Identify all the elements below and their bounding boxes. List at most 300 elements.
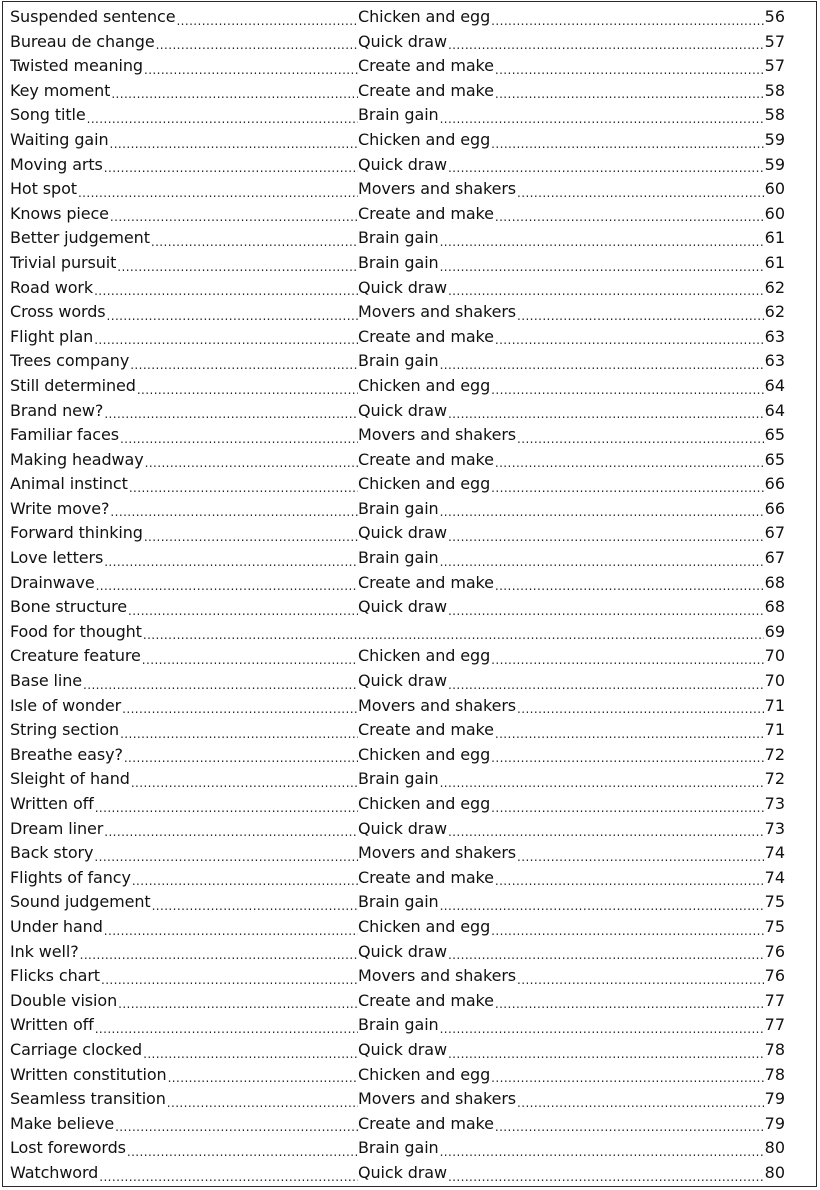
- dot-leader: [110, 503, 358, 521]
- toc-entry: [10, 1087, 785, 1112]
- toc-entry: [10, 374, 785, 399]
- toc-entry: [10, 1136, 785, 1161]
- entry-category: Quick draw: [358, 597, 447, 617]
- dot-leader: [448, 528, 764, 546]
- toc-entry: [10, 743, 785, 768]
- entry-category: Chicken and egg: [358, 375, 491, 395]
- dot-leader: [448, 602, 764, 620]
- toc-entry: [10, 940, 785, 965]
- entry-category-cell: [358, 374, 785, 399]
- entry-page-number: 65: [764, 425, 785, 445]
- toc-list: [10, 5, 785, 1186]
- entry-title-cell: [10, 620, 785, 645]
- entry-title-cell: [10, 521, 358, 546]
- dot-leader: [111, 85, 358, 103]
- dot-leader: [491, 135, 763, 153]
- entry-title-cell: [10, 546, 358, 571]
- dot-leader: [440, 258, 764, 276]
- dot-leader: [104, 823, 358, 841]
- dot-leader: [517, 307, 764, 325]
- entry-title-cell: [10, 5, 358, 30]
- entry-category: Create and make: [358, 1113, 494, 1133]
- dot-leader: [517, 848, 764, 866]
- entry-title-cell: [10, 177, 358, 202]
- entry-title: String section: [10, 720, 120, 740]
- entry-category: Quick draw: [358, 941, 447, 961]
- entry-title: Knows piece: [10, 203, 109, 223]
- toc-page: [2, 1, 817, 1187]
- entry-title-cell: [10, 767, 358, 792]
- toc-entry: [10, 103, 785, 128]
- entry-title: Love letters: [10, 548, 104, 568]
- entry-page-number: 68: [764, 597, 785, 617]
- entry-category: Movers and shakers: [358, 695, 517, 715]
- entry-category: Brain gain: [358, 769, 439, 789]
- dot-leader: [491, 12, 763, 30]
- entry-category-cell: [358, 792, 785, 817]
- entry-page-number: 78: [764, 1064, 785, 1084]
- dot-leader: [491, 381, 763, 399]
- entry-title-cell: [10, 817, 358, 842]
- entry-category-cell: [358, 128, 785, 153]
- dot-leader: [440, 897, 764, 915]
- entry-title-cell: [10, 128, 358, 153]
- toc-entry: [10, 5, 785, 30]
- entry-title-cell: [10, 743, 358, 768]
- entry-category-cell: [358, 1013, 785, 1038]
- entry-title-cell: [10, 153, 358, 178]
- dot-leader: [104, 159, 358, 177]
- entry-title-cell: [10, 792, 358, 817]
- entry-title: Cross words: [10, 302, 106, 322]
- entry-page-number: 63: [764, 326, 785, 346]
- dot-leader: [94, 848, 358, 866]
- entry-category: Quick draw: [358, 31, 447, 51]
- entry-page-number: 74: [764, 843, 785, 863]
- entry-page-number: 73: [764, 818, 785, 838]
- entry-title: Making headway: [10, 449, 144, 469]
- toc-entry: [10, 128, 785, 153]
- dot-leader: [145, 454, 358, 472]
- entry-category: Create and make: [358, 867, 494, 887]
- entry-category: Chicken and egg: [358, 916, 491, 936]
- entry-page-number: 61: [764, 228, 785, 248]
- entry-page-number: 75: [764, 892, 785, 912]
- entry-title-cell: [10, 1161, 358, 1186]
- entry-title-cell: [10, 30, 358, 55]
- dot-leader: [107, 307, 358, 325]
- dot-leader: [144, 528, 358, 546]
- entry-page-number: 70: [764, 646, 785, 666]
- entry-title-cell: [10, 276, 358, 301]
- entry-page-number: 73: [764, 794, 785, 813]
- entry-category: Movers and shakers: [358, 302, 517, 322]
- entry-category-cell: [358, 743, 785, 768]
- entry-page-number: 80: [764, 1162, 785, 1182]
- entry-category: Movers and shakers: [358, 1089, 517, 1109]
- toc-entry: [10, 251, 785, 276]
- entry-title: Written off: [10, 794, 94, 813]
- entry-category: Chicken and egg: [358, 129, 491, 149]
- entry-category-cell: [358, 423, 785, 448]
- dot-leader: [448, 36, 764, 54]
- entry-category-cell: [358, 472, 785, 497]
- entry-category-cell: [358, 571, 785, 596]
- dot-leader: [440, 503, 764, 521]
- entry-category-cell: [358, 1087, 785, 1112]
- entry-category: Chicken and egg: [358, 646, 491, 666]
- toc-entry: [10, 866, 785, 891]
- entry-page-number: 74: [764, 867, 785, 887]
- entry-category-cell: [358, 546, 785, 571]
- entry-title-cell: [10, 472, 358, 497]
- dot-leader: [495, 61, 764, 79]
- entry-category: Quick draw: [358, 1039, 447, 1059]
- entry-category-cell: [358, 54, 785, 79]
- entry-category: Create and make: [358, 572, 494, 592]
- toc-entry: [10, 841, 785, 866]
- entry-page-number: 77: [764, 1015, 785, 1035]
- dot-leader: [440, 1020, 764, 1038]
- dot-leader: [517, 430, 764, 448]
- entry-page-number: 79: [764, 1089, 785, 1109]
- entry-page-number: 62: [764, 302, 785, 322]
- entry-category-cell: [358, 1112, 785, 1137]
- entry-category: Chicken and egg: [358, 794, 491, 813]
- dot-leader: [448, 946, 764, 964]
- entry-page-number: 56: [764, 7, 785, 26]
- toc-entry: [10, 423, 785, 448]
- entry-category-cell: [358, 866, 785, 891]
- entry-category-cell: [358, 448, 785, 473]
- entry-title-cell: [10, 1013, 358, 1038]
- entry-category-cell: [358, 276, 785, 301]
- entry-category: Quick draw: [358, 1162, 447, 1182]
- entry-title-cell: [10, 1087, 358, 1112]
- entry-title-cell: [10, 300, 358, 325]
- entry-page-number: 65: [764, 449, 785, 469]
- dot-leader: [448, 823, 764, 841]
- dot-leader: [127, 1143, 358, 1161]
- toc-entry: [10, 989, 785, 1014]
- entry-page-number: 58: [764, 80, 785, 100]
- entry-category: Brain gain: [358, 498, 439, 518]
- dot-leader: [495, 1118, 764, 1136]
- dot-leader: [495, 577, 764, 595]
- entry-title: Drainwave: [10, 572, 95, 592]
- entry-page-number: 71: [764, 695, 785, 715]
- entry-title-cell: [10, 103, 358, 128]
- entry-category: Create and make: [358, 56, 494, 76]
- toc-entry: [10, 472, 785, 497]
- dot-leader: [80, 946, 358, 964]
- toc-entry: [10, 497, 785, 522]
- dot-leader: [152, 897, 358, 915]
- entry-title-cell: [10, 79, 358, 104]
- entry-category: Create and make: [358, 449, 494, 469]
- entry-title: Base line: [10, 671, 83, 691]
- entry-category-cell: [358, 399, 785, 424]
- entry-title: Twisted meaning: [10, 56, 143, 76]
- entry-page-number: 60: [764, 179, 785, 199]
- entry-page-number: 66: [764, 498, 785, 518]
- toc-entry: [10, 177, 785, 202]
- toc-entry: [10, 767, 785, 792]
- entry-category: Brain gain: [358, 1138, 439, 1158]
- entry-title: Trees company: [10, 351, 130, 371]
- entry-title-cell: [10, 989, 358, 1014]
- entry-title: Moving arts: [10, 154, 103, 174]
- entry-title: Bone structure: [10, 597, 128, 617]
- dot-leader: [104, 553, 358, 571]
- dot-leader: [495, 872, 764, 890]
- dot-leader: [448, 282, 764, 300]
- entry-category-cell: [358, 940, 785, 965]
- dot-leader: [495, 85, 764, 103]
- entry-title: Still determined: [10, 375, 136, 395]
- entry-page-number: 64: [764, 400, 785, 420]
- dot-leader: [87, 110, 358, 128]
- entry-category: Movers and shakers: [358, 843, 517, 863]
- dot-leader: [440, 356, 764, 374]
- entry-category-cell: [358, 202, 785, 227]
- entry-page-number: 78: [764, 1039, 785, 1059]
- entry-title: Isle of wonder: [10, 695, 122, 715]
- dot-leader: [495, 725, 764, 743]
- entry-category: Chicken and egg: [358, 474, 491, 494]
- dot-leader: [78, 184, 358, 202]
- entry-title-cell: [10, 694, 358, 719]
- entry-title: Food for thought: [10, 621, 142, 641]
- entry-category: Brain gain: [358, 892, 439, 912]
- entry-title-cell: [10, 399, 358, 424]
- toc-entry: [10, 276, 785, 301]
- entry-title: Dream liner: [10, 818, 104, 838]
- entry-title: Forward thinking: [10, 523, 143, 543]
- entry-title: Written off: [10, 1015, 94, 1035]
- dot-leader: [448, 159, 764, 177]
- entry-category-cell: [358, 251, 785, 276]
- entry-category: Create and make: [358, 80, 494, 100]
- entry-category-cell: [358, 644, 785, 669]
- entry-title-cell: [10, 423, 358, 448]
- entry-title-cell: [10, 718, 358, 743]
- entry-category-cell: [358, 817, 785, 842]
- entry-category-cell: [358, 497, 785, 522]
- entry-category-cell: [358, 300, 785, 325]
- toc-entry: [10, 1038, 785, 1063]
- dot-leader: [143, 626, 764, 644]
- entry-category: Quick draw: [358, 671, 447, 691]
- entry-category-cell: [358, 1063, 785, 1088]
- dot-leader: [95, 1020, 358, 1038]
- entry-title: Sound judgement: [10, 892, 151, 912]
- dot-leader: [448, 676, 764, 694]
- entry-title: Seamless transition: [10, 1089, 166, 1109]
- dot-leader: [491, 749, 763, 767]
- entry-title: Better judgement: [10, 228, 150, 248]
- toc-entry: [10, 669, 785, 694]
- entry-category-cell: [358, 989, 785, 1014]
- entry-page-number: 57: [764, 31, 785, 51]
- entry-title-cell: [10, 497, 358, 522]
- entry-page-number: 77: [764, 990, 785, 1010]
- dot-leader: [517, 700, 764, 718]
- entry-category-cell: [358, 1038, 785, 1063]
- dot-leader: [137, 381, 358, 399]
- entry-title-cell: [10, 448, 358, 473]
- entry-title-cell: [10, 964, 358, 989]
- entry-title: Flights of fancy: [10, 867, 131, 887]
- toc-entry: [10, 1112, 785, 1137]
- toc-entry: [10, 226, 785, 251]
- entry-category: Create and make: [358, 326, 494, 346]
- toc-entry: [10, 694, 785, 719]
- dot-leader: [120, 725, 358, 743]
- entry-page-number: 60: [764, 203, 785, 223]
- entry-title-cell: [10, 644, 358, 669]
- entry-page-number: 72: [764, 744, 785, 764]
- entry-title-cell: [10, 1112, 358, 1137]
- dot-leader: [495, 208, 764, 226]
- dot-leader: [104, 405, 358, 423]
- entry-page-number: 71: [764, 720, 785, 740]
- entry-page-number: 66: [764, 474, 785, 494]
- dot-leader: [128, 602, 358, 620]
- entry-category-cell: [358, 521, 785, 546]
- entry-title-cell: [10, 1063, 358, 1088]
- dot-leader: [176, 12, 358, 30]
- entry-title: Brand new?: [10, 400, 104, 420]
- toc-entry: [10, 521, 785, 546]
- dot-leader: [124, 749, 358, 767]
- entry-category: Movers and shakers: [358, 966, 517, 986]
- dot-leader: [448, 1168, 764, 1186]
- entry-category: Movers and shakers: [358, 179, 517, 199]
- entry-category: Brain gain: [358, 548, 439, 568]
- toc-entry: [10, 325, 785, 350]
- dot-leader: [491, 1069, 763, 1087]
- entry-page-number: 75: [764, 916, 785, 936]
- entry-title-cell: [10, 1038, 358, 1063]
- entry-category-cell: [358, 5, 785, 30]
- entry-title: Bureau de change: [10, 31, 155, 51]
- entry-title-cell: [10, 866, 358, 891]
- dot-leader: [448, 1045, 764, 1063]
- toc-entry: [10, 1161, 785, 1186]
- dot-leader: [143, 1045, 358, 1063]
- entry-category: Brain gain: [358, 351, 439, 371]
- dot-leader: [132, 872, 358, 890]
- entry-title: Watchword: [10, 1162, 99, 1182]
- dot-leader: [495, 454, 764, 472]
- entry-title: Creature feature: [10, 646, 141, 666]
- entry-title: Flight plan: [10, 326, 94, 346]
- entry-title: Make believe: [10, 1113, 115, 1133]
- entry-page-number: 68: [764, 572, 785, 592]
- entry-title: Ink well?: [10, 941, 79, 961]
- dot-leader: [120, 430, 358, 448]
- toc-entry: [10, 30, 785, 55]
- dot-leader: [99, 1168, 358, 1186]
- entry-page-number: 72: [764, 769, 785, 789]
- dot-leader: [491, 651, 763, 669]
- entry-category: Create and make: [358, 203, 494, 223]
- dot-leader: [167, 1094, 358, 1112]
- dot-leader: [517, 184, 764, 202]
- entry-category-cell: [358, 964, 785, 989]
- entry-title-cell: [10, 251, 358, 276]
- entry-page-number: 67: [764, 523, 785, 543]
- entry-page-number: 80: [764, 1138, 785, 1158]
- entry-title-cell: [10, 890, 358, 915]
- toc-entry: [10, 153, 785, 178]
- dot-leader: [142, 651, 358, 669]
- entry-category: Movers and shakers: [358, 425, 517, 445]
- entry-category: Quick draw: [358, 818, 447, 838]
- dot-leader: [122, 700, 358, 718]
- entry-title: Familiar faces: [10, 425, 119, 445]
- entry-title: Written constitution: [10, 1064, 167, 1084]
- entry-title: Trivial pursuit: [10, 252, 117, 272]
- dot-leader: [448, 405, 764, 423]
- toc-entry: [10, 915, 785, 940]
- dot-leader: [440, 1143, 764, 1161]
- entry-title-cell: [10, 940, 358, 965]
- entry-page-number: 67: [764, 548, 785, 568]
- toc-entry: [10, 448, 785, 473]
- entry-title-cell: [10, 841, 358, 866]
- entry-category: Brain gain: [358, 252, 439, 272]
- entry-title-cell: [10, 349, 358, 374]
- entry-category: Chicken and egg: [358, 744, 491, 764]
- entry-category-cell: [358, 718, 785, 743]
- entry-category: Quick draw: [358, 277, 447, 297]
- entry-page-number: 70: [764, 671, 785, 691]
- entry-category: Quick draw: [358, 154, 447, 174]
- dot-leader: [110, 208, 358, 226]
- entry-page-number: 64: [764, 375, 785, 395]
- entry-category: Create and make: [358, 990, 494, 1010]
- entry-title: Key moment: [10, 80, 111, 100]
- entry-category: Quick draw: [358, 523, 447, 543]
- entry-category-cell: [358, 325, 785, 350]
- dot-leader: [517, 971, 764, 989]
- entry-page-number: 76: [764, 941, 785, 961]
- entry-title: Write move?: [10, 498, 110, 518]
- entry-category-cell: [358, 669, 785, 694]
- dot-leader: [115, 1118, 358, 1136]
- dot-leader: [117, 258, 358, 276]
- entry-title: Flicks chart: [10, 966, 100, 986]
- dot-leader: [129, 479, 358, 497]
- entry-category-cell: [358, 694, 785, 719]
- entry-title: Under hand: [10, 916, 103, 936]
- dot-leader: [491, 922, 763, 940]
- entry-title-cell: [10, 669, 358, 694]
- entry-title: Breathe easy?: [10, 744, 123, 764]
- dot-leader: [495, 331, 764, 349]
- entry-title-cell: [10, 595, 358, 620]
- entry-category-cell: [358, 349, 785, 374]
- toc-entry: [10, 792, 785, 817]
- entry-title-cell: [10, 226, 358, 251]
- entry-category-cell: [358, 103, 785, 128]
- dot-leader: [95, 799, 358, 817]
- entry-category-cell: [358, 153, 785, 178]
- entry-category-cell: [358, 890, 785, 915]
- entry-title-cell: [10, 571, 358, 596]
